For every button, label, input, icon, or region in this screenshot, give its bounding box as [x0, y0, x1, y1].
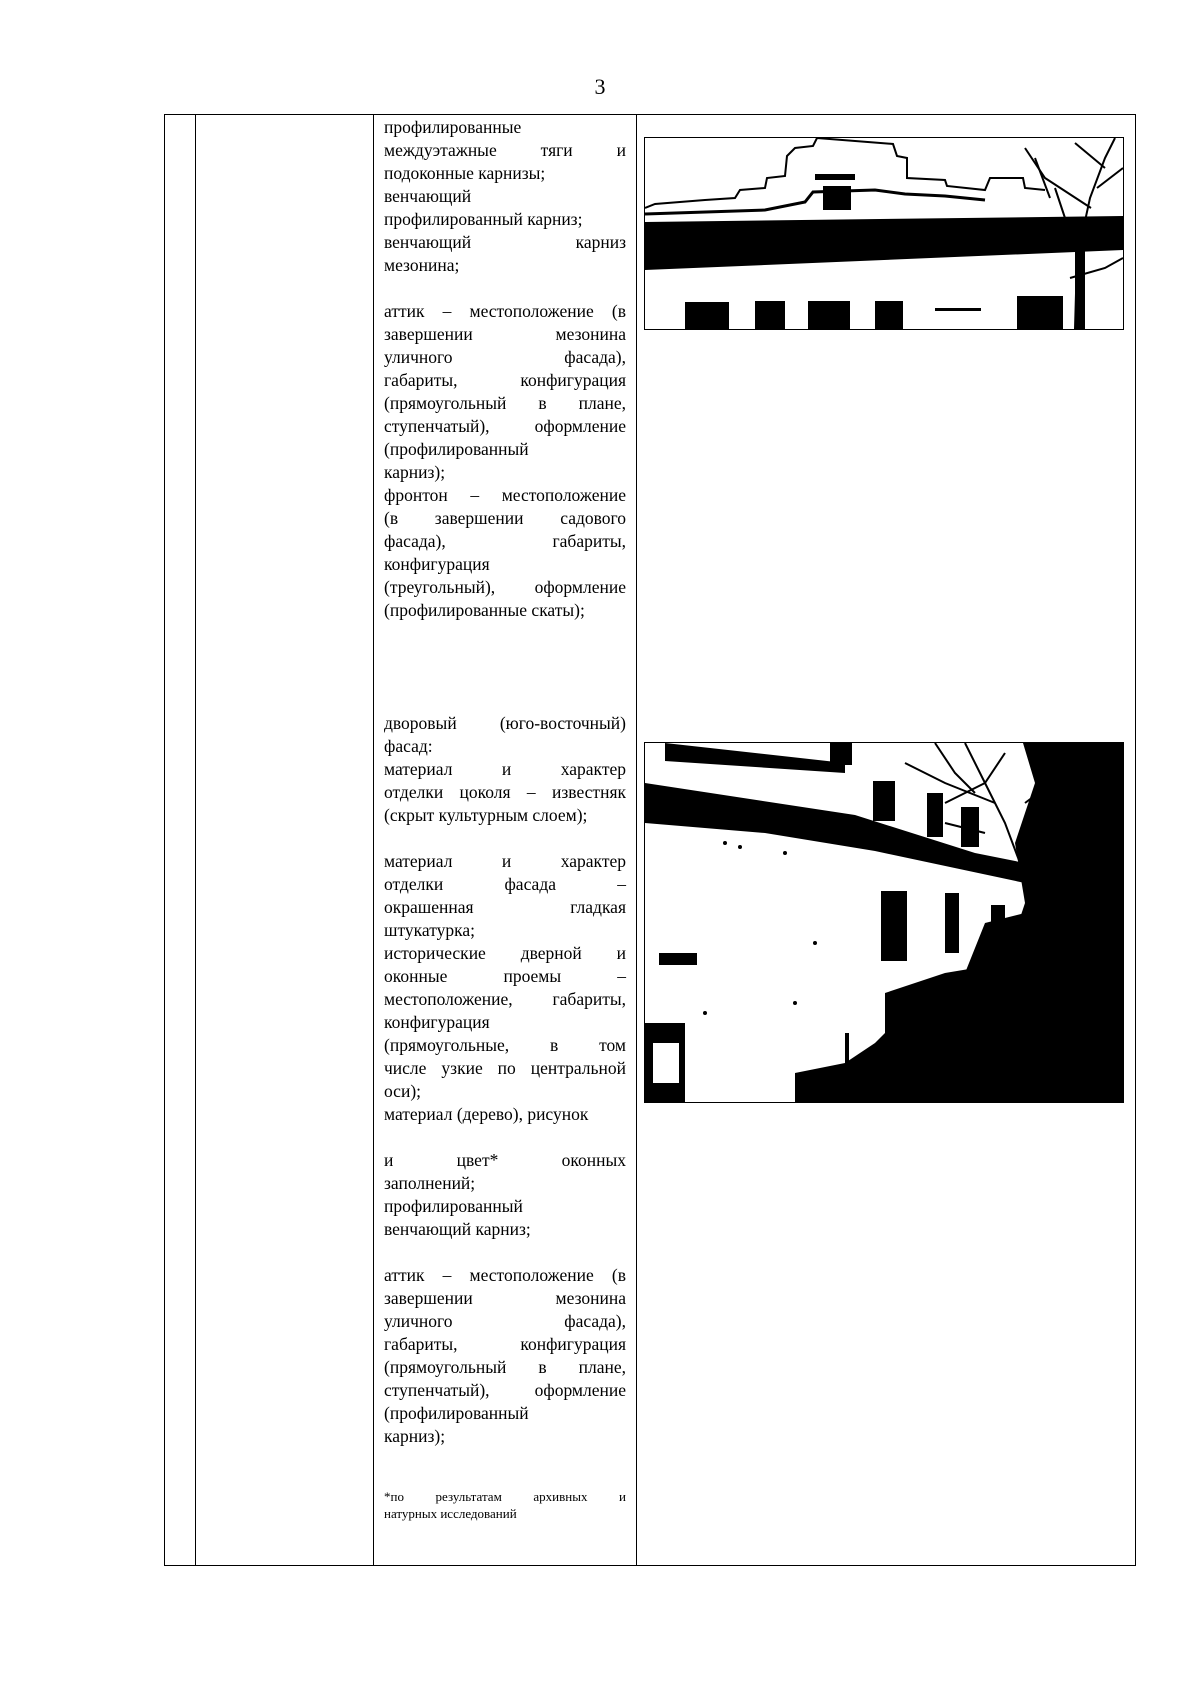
column-divider-3 [636, 115, 637, 1565]
courtyard-photo-image [645, 743, 1123, 1102]
column-divider-2 [373, 115, 374, 1565]
paragraph-attic: аттик – местоположение (в завершении мезонина уличного фасада), габариты, конфигурация (прямоугольный в плане, ступенчатый), оформление (профилированный карниз); [384, 1265, 626, 1446]
facade-photo-image [645, 138, 1123, 329]
column-divider-1 [195, 115, 196, 1565]
footnote: *по результатам архивных и натурных исследований [384, 1489, 626, 1521]
courtyard-facade-photo [644, 742, 1124, 1103]
paragraph-materials-openings: материал и характер отделки фасада – окрашенная гладкая штукатурка; исторические дверной и оконные проемы – местоположение, габариты, конфигурация (прямоугольные, в том числе узкие по центральной оси); материал (дерево), рисунок [384, 851, 626, 1124]
paragraph-attic-pediment: аттик – местоположение (в завершении мезонина уличного фасада), габариты, конфигурация (прямоугольный в плане, ступенчатый), оформление (профилированный карниз); фронтон – местоположение (в завершении садового фасада), габариты, конфигурация (треугольный), оформление (профилированные скаты); [384, 301, 626, 620]
paragraph-cornices: профилированные междуэтажные тяги и подоконные карнизы; венчающий профилированный карниз; венчающий карниз мезонина; [384, 117, 626, 275]
text-block-1 [384, 116, 626, 622]
paragraph-courtyard-facade: дворовый (юго-восточный) фасад: материал и характер отделки цоколя – известняк (скрыт культурным слоем); [384, 713, 626, 825]
street-facade-attic-photo [644, 137, 1124, 330]
paragraph-window-fillings: и цвет* оконных заполнений; профилированный венчающий карниз; [384, 1150, 626, 1239]
text-block-2 [384, 712, 626, 1522]
page-number: 3 [594, 74, 606, 99]
